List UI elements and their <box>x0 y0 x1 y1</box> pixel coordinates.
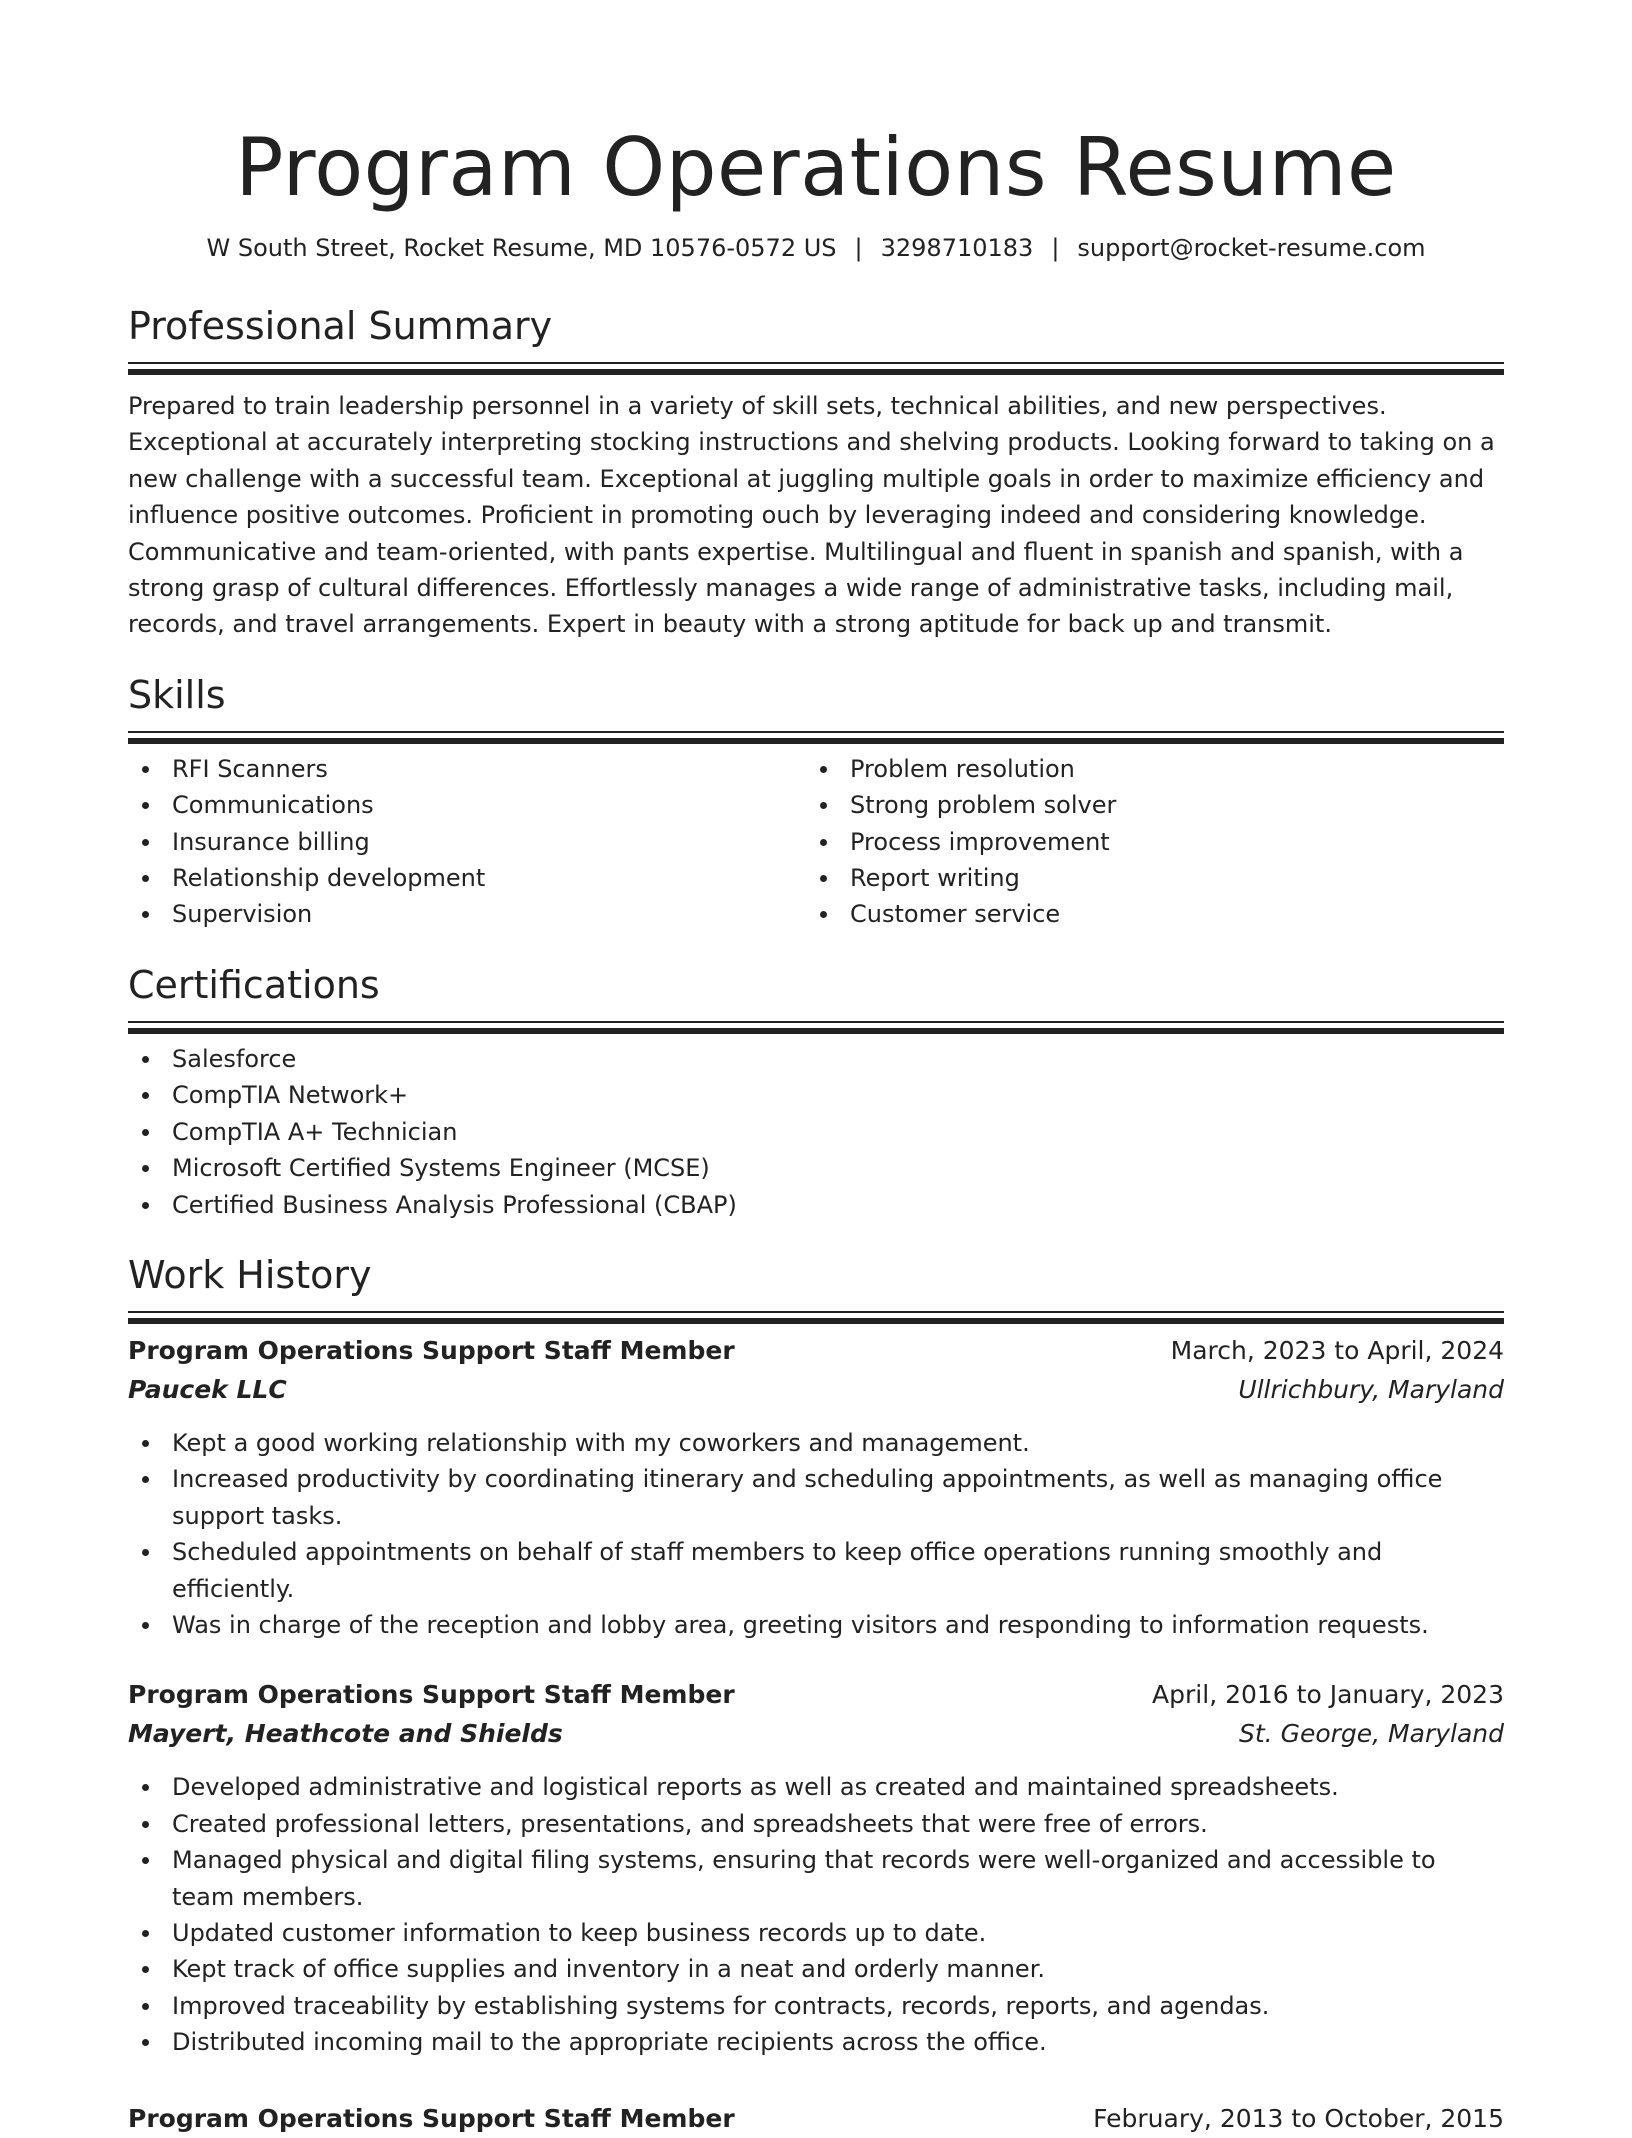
certifications-list <box>128 1041 1504 1223</box>
skill-item: Problem resolution <box>806 751 1484 787</box>
separator: | <box>1051 234 1060 262</box>
summary-text: Prepared to train leadership personnel in a variety of skill sets, technical abilities, and new perspectives. Exceptional at accurately interpreting stocking instructions and shelving products. Looking forward to taking on a new challenge with a successful team. Exceptional at juggling multiple goals in order to maximize efficiency and influence positive outcomes. Proficient in promoting ouch by leveraging indeed and considering knowledge. Communicative and team-oriented, with pants expertise. Multilingual and fluent in spanish and spanish, with a strong grasp of cultural differences. Effortlessly manages a wide range of administrative tasks, including mail, records, and travel arrangements. Expert in beauty with a strong aptitude for back up and transmit. <box>128 392 1495 639</box>
company-name: Mayert, Heathcote and Shields <box>128 1719 563 1749</box>
skill-item: Communications <box>128 787 806 823</box>
job-dates: March, 2023 to April, 2024 <box>1170 1335 1504 1365</box>
job-location: Ullrichbury, Maryland <box>1238 1374 1504 1404</box>
job-header <box>128 1331 1504 1370</box>
skills-right-list <box>806 751 1484 933</box>
certification-item: Microsoft Certified Systems Engineer (MCSE) <box>128 1150 1504 1186</box>
job-bullet: Improved traceability by establishing systems for contracts, records, reports, and agendas. <box>128 1988 1504 2024</box>
skill-item: Process improvement <box>806 824 1484 860</box>
job-title: Program Operations Support Staff Member <box>128 1335 735 1365</box>
job-bullet: Distributed incoming mail to the appropriate recipients across the office. <box>128 2024 1504 2060</box>
job-entry <box>128 2099 1504 2138</box>
skills-section <box>128 671 1504 933</box>
job-dates: April, 2016 to January, 2023 <box>1152 1680 1504 1710</box>
work-history-section <box>128 1251 1504 2138</box>
job-subheader <box>128 1714 1504 1753</box>
section-title-certifications: Certifications <box>128 962 380 1007</box>
job-bullet: Kept a good working relationship with my coworkers and management. <box>128 1425 1504 1461</box>
certifications-section <box>128 961 1504 1223</box>
section-divider <box>128 731 1504 733</box>
job-bullet: Increased productivity by coordinating itinerary and scheduling appointments, as well as managing office support tasks. <box>128 1461 1504 1534</box>
skill-item: RFI Scanners <box>128 751 806 787</box>
section-divider <box>128 362 1504 364</box>
skill-item: Insurance billing <box>128 824 806 860</box>
certification-item: Certified Business Analysis Professional (CBAP) <box>128 1187 1504 1223</box>
separator: | <box>854 234 863 262</box>
skill-item: Strong problem solver <box>806 787 1484 823</box>
resume-page <box>128 0 1504 2138</box>
job-location: St. George, Maryland <box>1239 1719 1504 1749</box>
job-bullets <box>128 1425 1504 1643</box>
job-subheader <box>128 1370 1504 1409</box>
address: W South Street, Rocket Resume, MD 10576-0572 US <box>206 234 837 262</box>
job-header <box>128 2099 1504 2138</box>
section-title-skills: Skills <box>128 672 226 717</box>
contact-line <box>128 232 1504 264</box>
job-title: Program Operations Support Staff Member <box>128 2103 735 2133</box>
job-bullet: Was in charge of the reception and lobby area, greeting visitors and responding to information requests. <box>128 1607 1504 1643</box>
resume-title: Program Operations Resume <box>235 121 1397 214</box>
skill-item: Relationship development <box>128 860 806 896</box>
skill-item: Customer service <box>806 896 1484 932</box>
job-dates: February, 2013 to October, 2015 <box>1093 2103 1504 2133</box>
company-name: Paucek LLC <box>128 1374 287 1404</box>
job-bullet: Kept track of office supplies and inventory in a neat and orderly manner. <box>128 1951 1504 1987</box>
section-divider <box>128 1311 1504 1313</box>
certification-item: CompTIA Network+ <box>128 1077 1504 1113</box>
skill-item: Supervision <box>128 896 806 932</box>
job-title: Program Operations Support Staff Member <box>128 1680 735 1710</box>
summary-section <box>128 302 1504 643</box>
job-header <box>128 1675 1504 1714</box>
job-bullets <box>128 1769 1504 2060</box>
skills-columns <box>128 751 1504 933</box>
job-bullet: Developed administrative and logistical reports as well as created and maintained spreadsheets. <box>128 1769 1504 1805</box>
certification-item: Salesforce <box>128 1041 1504 1077</box>
job-bullet: Updated customer information to keep business records up to date. <box>128 1915 1504 1951</box>
job-bullet: Managed physical and digital filing systems, ensuring that records were well-organized and accessible to team members. <box>128 1842 1504 1915</box>
section-title-work-history: Work History <box>128 1252 372 1297</box>
job-entry <box>128 1331 1504 1643</box>
certification-item: CompTIA A+ Technician <box>128 1114 1504 1150</box>
job-entry <box>128 1675 1504 2060</box>
email: support@rocket-resume.com <box>1077 234 1426 262</box>
skill-item: Report writing <box>806 860 1484 896</box>
job-bullet: Created professional letters, presentations, and spreadsheets that were free of errors. <box>128 1806 1504 1842</box>
skills-left-list <box>128 751 806 933</box>
section-divider <box>128 1021 1504 1023</box>
phone: 3298710183 <box>880 234 1034 262</box>
job-bullet: Scheduled appointments on behalf of staff members to keep office operations running smoothly and efficiently. <box>128 1534 1504 1607</box>
section-title-summary: Professional Summary <box>128 304 553 348</box>
